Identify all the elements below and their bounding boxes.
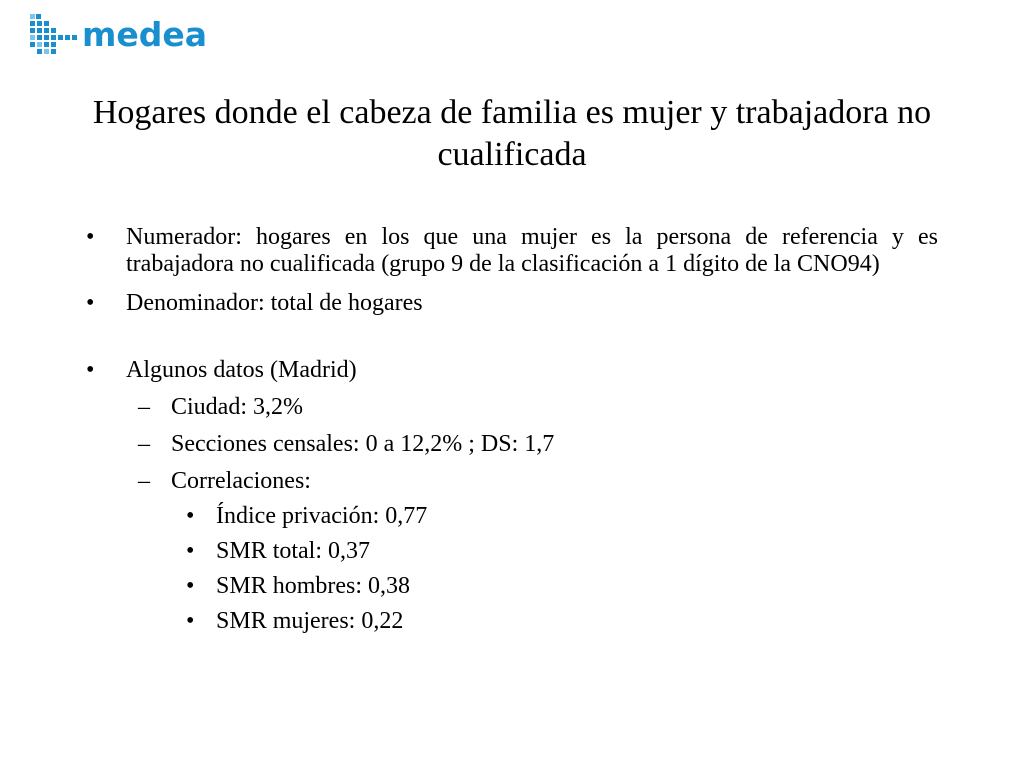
bullet-marker: • (86, 290, 95, 316)
sub-bullet-secciones (126, 431, 938, 458)
correlation-text: SMR hombres: 0,38 (216, 573, 411, 599)
correlation-marker: • (186, 573, 195, 599)
sub-bullet-text: Ciudad: 3,2% (171, 394, 303, 420)
correlation-text: SMR mujeres: 0,22 (216, 608, 404, 634)
correlation-text: SMR total: 0,37 (216, 538, 371, 564)
correlation-marker: • (186, 608, 195, 634)
sub-bullet-marker: – (138, 468, 150, 494)
bullet-text: Algunos datos (Madrid) (126, 357, 357, 383)
sub-bullet-ciudad (126, 394, 938, 421)
correlation-marker: • (186, 503, 195, 529)
slide-title: Hogares donde el cabeza de familia es mujer y trabajadora no cualificada (92, 94, 932, 173)
sub-bullet-marker: – (138, 394, 150, 420)
medea-logo (28, 12, 207, 58)
correlation-smr-total (186, 538, 938, 565)
bullet-text: Denominador: total de hogares (126, 290, 423, 316)
sub-bullet-text: Secciones censales: 0 a 12,2% ; DS: 1,7 (171, 431, 555, 457)
correlation-text: Índice privación: 0,77 (216, 503, 428, 529)
sub-bullet-marker: – (138, 431, 150, 457)
sub-bullet-correlaciones (126, 468, 938, 495)
bullet-denominador (86, 290, 938, 317)
sub-bullet-text: Correlaciones: (171, 468, 311, 494)
bullet-text: Numerador: hogares en los que una mujer es la persona de referencia y es trabajadora no cualificada (grupo 9 de la clasificación a 1 dígito de la CNO94) (126, 224, 938, 277)
medea-logo-mark-icon (28, 12, 80, 58)
bullet-numerador (86, 224, 938, 278)
correlation-indice-privacion (186, 503, 938, 530)
bullet-algunos-datos (86, 357, 938, 384)
correlation-smr-hombres (186, 573, 938, 600)
correlation-smr-mujeres (186, 608, 938, 635)
bullet-marker: • (86, 224, 95, 250)
bullet-marker: • (86, 357, 95, 383)
slide-content (86, 224, 938, 635)
correlation-marker: • (186, 538, 195, 564)
logo-text: medea (82, 14, 208, 54)
